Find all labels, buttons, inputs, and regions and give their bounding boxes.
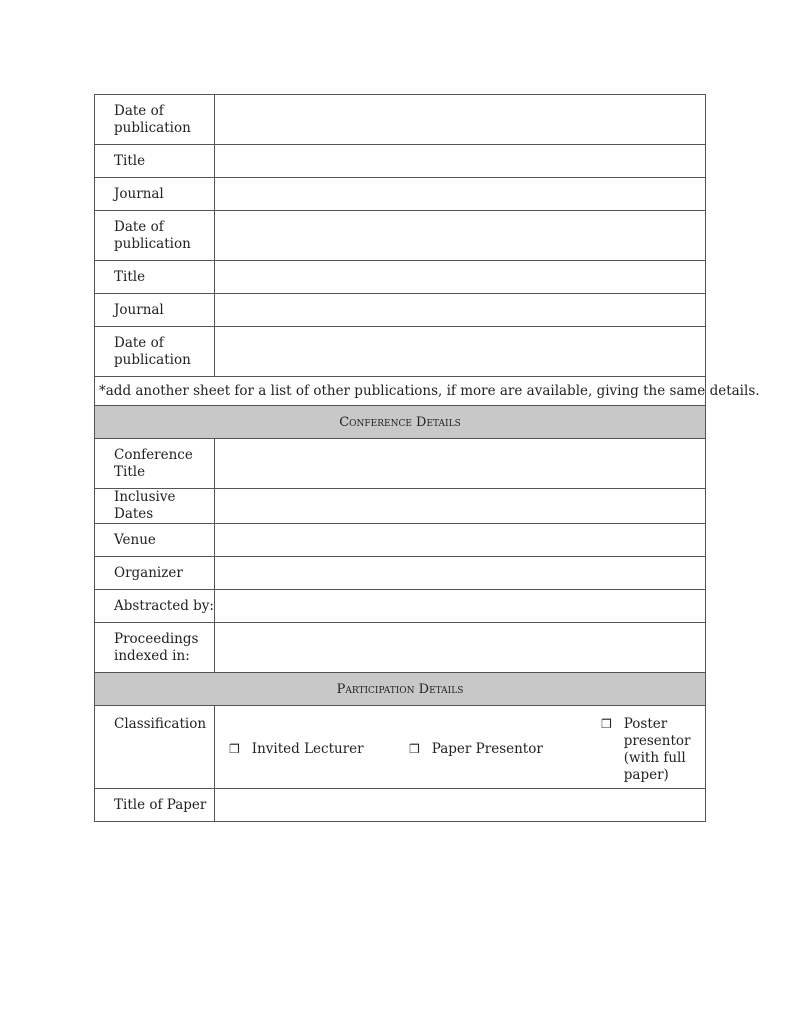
- option-label: Poster presentor (with full paper): [623, 716, 691, 783]
- proceedings-indexed-field[interactable]: [215, 623, 706, 673]
- conference-details-header: Conference Details: [95, 406, 706, 439]
- field-label: Date of publication: [95, 95, 215, 145]
- organizer-field[interactable]: [215, 557, 706, 590]
- publication-form-table: [94, 94, 760, 822]
- classification-options: [215, 706, 706, 789]
- publication-row: [95, 95, 706, 145]
- field-label: Organizer: [95, 557, 215, 590]
- date-of-publication-field[interactable]: [215, 327, 706, 377]
- publication-row: [95, 145, 706, 178]
- date-of-publication-field[interactable]: [215, 95, 706, 145]
- publication-row: [95, 294, 706, 327]
- journal-field[interactable]: [215, 178, 706, 211]
- field-label: Conference Title: [95, 439, 215, 489]
- participation-details-header: Participation Details: [95, 673, 706, 706]
- option-label: Paper Presentor: [431, 741, 543, 757]
- checkbox-icon[interactable]: ❒: [229, 742, 240, 756]
- checkbox-icon[interactable]: ❒: [409, 742, 420, 756]
- field-label: Title of Paper: [95, 789, 215, 822]
- publication-row: [95, 261, 706, 294]
- conference-row: [95, 439, 706, 489]
- publications-note: *add another sheet for a list of other publications, if more are available, giving the same details.: [95, 377, 706, 406]
- publication-row: [95, 211, 706, 261]
- field-label: Inclusive Dates: [95, 489, 215, 524]
- field-label: Journal: [95, 178, 215, 211]
- conference-row: [95, 489, 706, 524]
- conference-title-field[interactable]: [215, 439, 706, 489]
- publication-row: [95, 327, 706, 377]
- checkbox-icon[interactable]: ❒: [601, 717, 612, 731]
- conference-row: [95, 623, 706, 673]
- title-field[interactable]: [215, 261, 706, 294]
- section-header-row: [95, 406, 706, 439]
- note-row: [95, 377, 706, 406]
- option-poster-presentor[interactable]: [601, 716, 704, 784]
- journal-field[interactable]: [215, 294, 706, 327]
- conference-row: [95, 557, 706, 590]
- option-invited-lecturer[interactable]: [229, 741, 364, 758]
- inclusive-dates-field[interactable]: [215, 489, 706, 524]
- title-of-paper-field[interactable]: [215, 789, 706, 822]
- date-of-publication-field[interactable]: [215, 211, 706, 261]
- classification-row: [95, 706, 706, 789]
- field-label: Date of publication: [95, 211, 215, 261]
- field-label: Title: [95, 145, 215, 178]
- title-of-paper-row: [95, 789, 706, 822]
- option-label: Invited Lecturer: [251, 741, 364, 757]
- field-label: Abstracted by:: [95, 590, 215, 623]
- option-paper-presentor[interactable]: [409, 741, 543, 758]
- field-label: Date of publication: [95, 327, 215, 377]
- section-header-row: [95, 673, 706, 706]
- title-field[interactable]: [215, 145, 706, 178]
- conference-row: [95, 590, 706, 623]
- field-label: Classification: [95, 706, 215, 789]
- field-label: Title: [95, 261, 215, 294]
- publication-row: [95, 178, 706, 211]
- field-label: Journal: [95, 294, 215, 327]
- venue-field[interactable]: [215, 524, 706, 557]
- field-label: Proceedings indexed in:: [95, 623, 215, 673]
- abstracted-by-field[interactable]: [215, 590, 706, 623]
- field-label: Venue: [95, 524, 215, 557]
- conference-row: [95, 524, 706, 557]
